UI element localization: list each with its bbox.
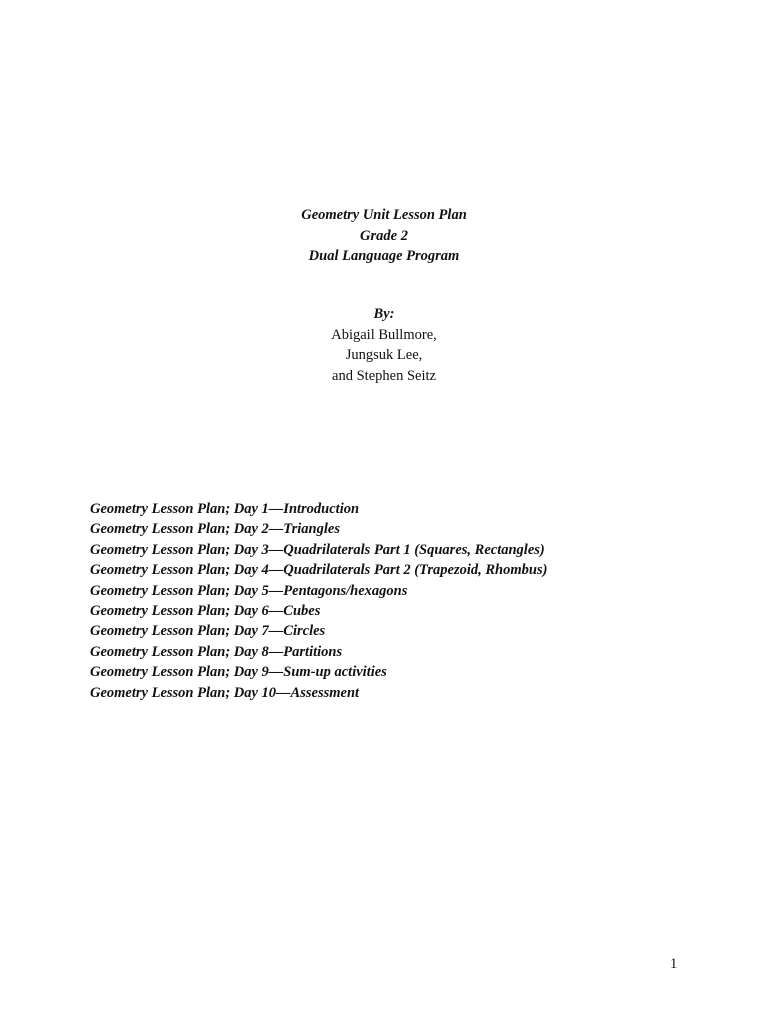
author-name: and Stephen Seitz — [332, 367, 436, 384]
toc-item: Geometry Lesson Plan; Day 2—Triangles — [90, 521, 340, 538]
author-block — [0, 304, 768, 386]
document-title — [0, 205, 768, 267]
toc-item: Geometry Lesson Plan; Day 7—Circles — [90, 623, 326, 640]
grade-line: Grade 2 — [360, 227, 408, 244]
toc-item: Geometry Lesson Plan; Day 3—Quadrilaterals Part 1 (Squares, Rectangles) — [90, 541, 545, 558]
toc-item: Geometry Lesson Plan; Day 4—Quadrilaterals Part 2 (Trapezoid, Rhombus) — [90, 562, 548, 579]
author-name: Jungsuk Lee, — [345, 347, 423, 363]
toc-item: Geometry Lesson Plan; Day 10—Assessment — [90, 684, 360, 701]
table-of-contents — [90, 499, 690, 703]
page-number: 1 — [670, 956, 678, 972]
toc-item: Geometry Lesson Plan; Day 6—Cubes — [90, 603, 321, 620]
toc-item: Geometry Lesson Plan; Day 8—Partitions — [90, 643, 343, 660]
title-line: Geometry Unit Lesson Plan — [301, 207, 467, 223]
program-line: Dual Language Program — [308, 248, 460, 264]
author-name: Abigail Bullmore, — [331, 326, 437, 343]
toc-item: Geometry Lesson Plan; Day 5—Pentagons/hexagons — [90, 582, 408, 599]
by-label: By: — [373, 306, 395, 322]
toc-item: Geometry Lesson Plan; Day 9—Sum-up activities — [90, 664, 387, 681]
toc-item: Geometry Lesson Plan; Day 1—Introduction — [90, 501, 360, 517]
